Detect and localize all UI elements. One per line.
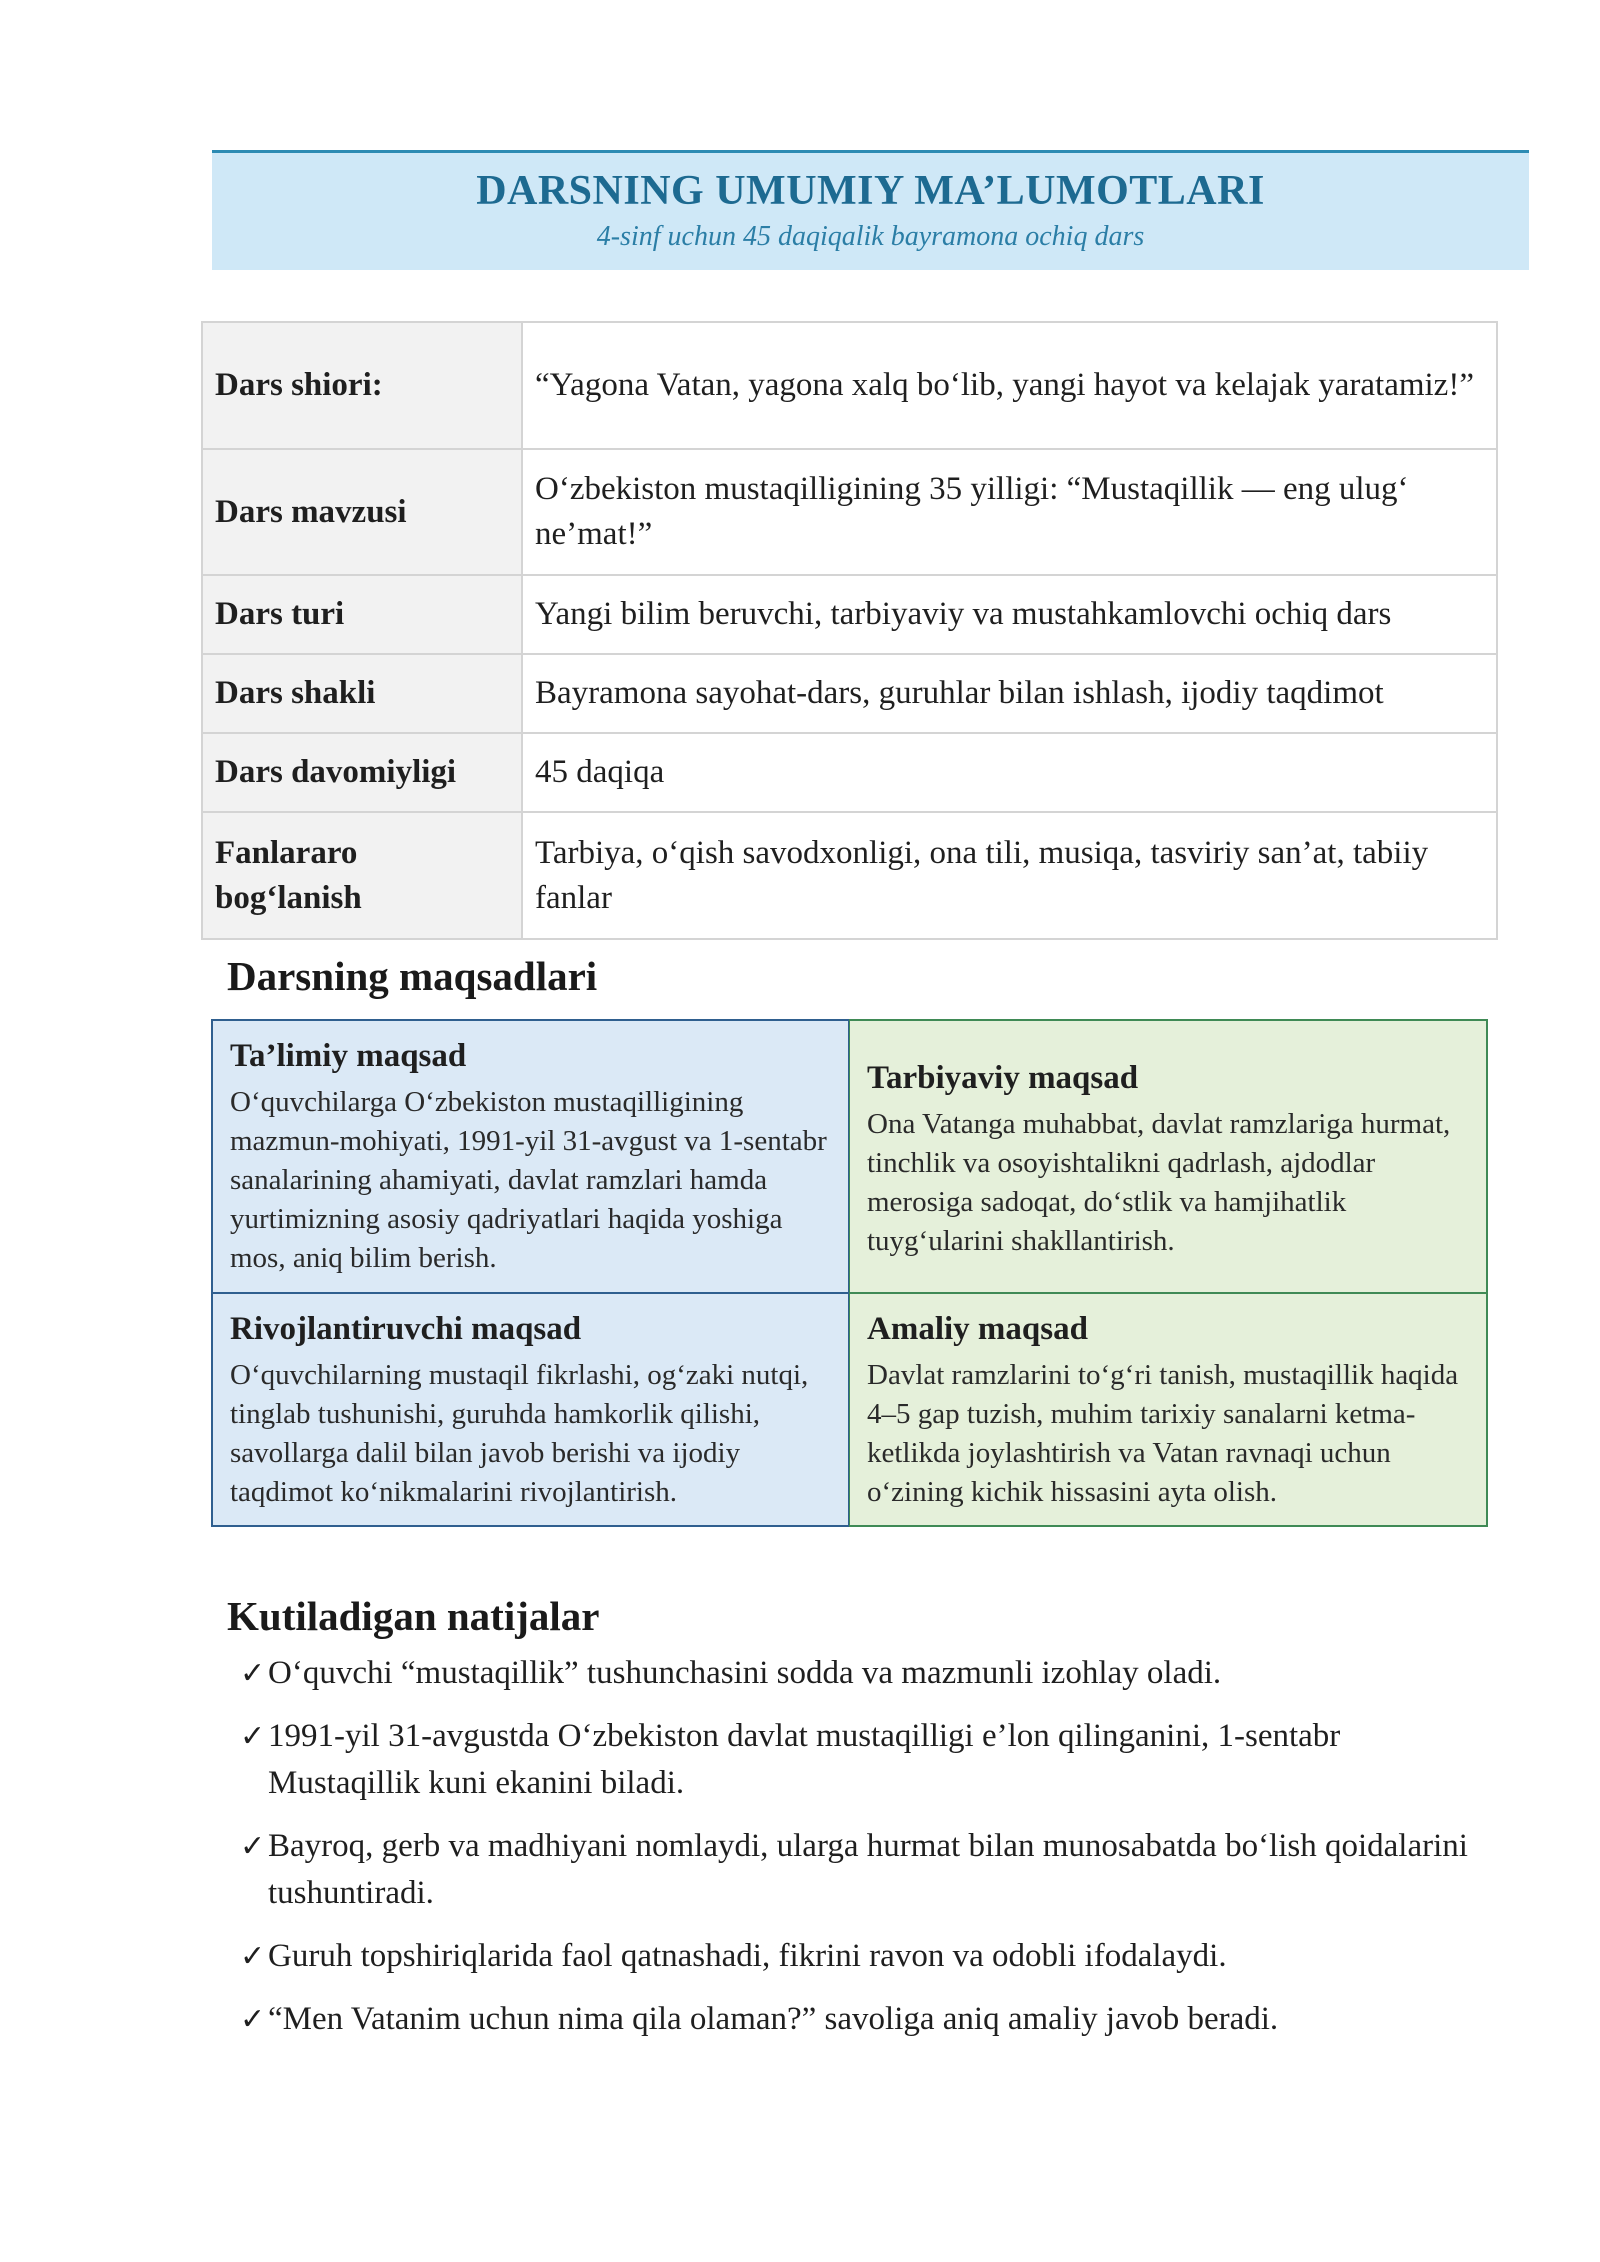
- row-label: Dars davomiyligi: [202, 733, 522, 812]
- result-text: Bayroq, gerb va madhiyani nomlaydi, ularga hurmat bilan munosabatda bo‘lish qoidalarini tushuntiradi.: [268, 1828, 1468, 1911]
- checkmark-icon: ✓: [240, 2002, 266, 2037]
- list-item: [240, 1823, 1500, 1917]
- table-row: [202, 322, 1497, 449]
- row-label: Dars mavzusi: [202, 449, 522, 575]
- result-text: “Men Vatanim uchun nima qila olaman?” savoliga aniq amaliy javob beradi.: [268, 2001, 1279, 2037]
- table-row: [202, 575, 1497, 654]
- results-list: [240, 1650, 1500, 2059]
- list-item: [240, 1713, 1500, 1807]
- goal-text: Davlat ramzlarini to‘g‘ri tanish, mustaqillik haqida 4–5 gap tuzish, muhim tarixiy sanalarni ketma-ketlikda joylashtirish va Vatan ravnaqi uchun o‘zining kichik hissasini ayta olish.: [867, 1359, 1459, 1508]
- checkmark-icon: ✓: [240, 1939, 266, 1974]
- row-value: Bayramona sayohat-dars, guruhlar bilan ishlash, ijodiy taqdimot: [522, 654, 1497, 733]
- goal-card-educational: [211, 1019, 849, 1293]
- row-label: Dars turi: [202, 575, 522, 654]
- goals-heading: Darsning maqsadlari: [227, 953, 598, 999]
- table-row: [202, 654, 1497, 733]
- row-value: “Yagona Vatan, yagona xalq bo‘lib, yangi hayot va kelajak yaratamiz!”: [522, 322, 1497, 449]
- goal-card-upbringing: [849, 1019, 1488, 1293]
- goal-text: Ona Vatanga muhabbat, davlat ramzlariga hurmat, tinchlik va osoyishtalikni qadrlash, ajdodlar merosiga sadoqat, do‘stlik va hamjihatlik tuyg‘ularini shakllantirish.: [867, 1107, 1451, 1257]
- page-subtitle: 4-sinf uchun 45 daqiqalik bayramona ochiq dars: [596, 221, 1145, 252]
- page-title: DARSNING UMUMIY MA’LUMOTLARI: [476, 168, 1265, 214]
- table-row: [202, 733, 1497, 812]
- header-banner: [212, 150, 1529, 270]
- result-text: O‘quvchi “mustaqillik” tushunchasini sodda va mazmunli izohlay oladi.: [268, 1655, 1222, 1691]
- list-item: [240, 1996, 1500, 2043]
- goals-grid: [211, 1019, 1488, 1527]
- row-label: Dars shakli: [202, 654, 522, 733]
- goal-card-developmental: [211, 1293, 849, 1527]
- row-value: O‘zbekiston mustaqilligining 35 yilligi: “Mustaqillik — eng ulug‘ ne’mat!”: [522, 449, 1497, 575]
- row-label: Fanlararo bog‘lanish: [202, 812, 522, 939]
- row-value: 45 daqiqa: [522, 733, 1497, 812]
- table-row: [202, 812, 1497, 939]
- goal-text: O‘quvchilarga O‘zbekiston mustaqilligining mazmun-mohiyati, 1991-yil 31-avgust va 1-sentabr sanalarining ahamiyati, davlat ramzlari hamda yurtimizning asosiy qadriyatlari haqida yoshiga mos, aniq bilim berish.: [230, 1086, 827, 1274]
- goal-card-practical: [849, 1293, 1488, 1527]
- goal-title: Rivojlantiruvchi maqsad: [230, 1311, 582, 1347]
- goal-title: Amaliy maqsad: [867, 1311, 1088, 1347]
- list-item: [240, 1933, 1500, 1980]
- checkmark-icon: ✓: [240, 1719, 266, 1754]
- list-item: [240, 1650, 1500, 1697]
- row-label: Dars shiori:: [202, 322, 522, 449]
- table-row: [202, 449, 1497, 575]
- checkmark-icon: ✓: [240, 1829, 266, 1864]
- lesson-info-table: [201, 321, 1498, 940]
- goal-text: O‘quvchilarning mustaqil fikrlashi, og‘zaki nutqi, tinglab tushunishi, guruhda hamkorlik qilishi, savollarga dalil bilan javob berishi va ijodiy taqdimot ko‘nikmalarini rivojlantirish.: [230, 1359, 809, 1508]
- goal-title: Ta’limiy maqsad: [230, 1038, 467, 1074]
- checkmark-icon: ✓: [240, 1656, 266, 1691]
- result-text: Guruh topshiriqlarida faol qatnashadi, fikrini ravon va odobli ifodalaydi.: [268, 1938, 1227, 1974]
- goal-title: Tarbiyaviy maqsad: [867, 1059, 1139, 1096]
- row-value: Yangi bilim beruvchi, tarbiyaviy va mustahkamlovchi ochiq dars: [522, 575, 1497, 654]
- result-text: 1991-yil 31-avgustda O‘zbekiston davlat mustaqilligi e’lon qilinganini, 1-sentabr Mustaqillik kuni ekanini biladi.: [268, 1718, 1341, 1801]
- row-value: Tarbiya, o‘qish savodxonligi, ona tili, musiqa, tasviriy san’at, tabiiy fanlar: [522, 812, 1497, 939]
- results-heading: Kutiladigan natijalar: [227, 1593, 600, 1639]
